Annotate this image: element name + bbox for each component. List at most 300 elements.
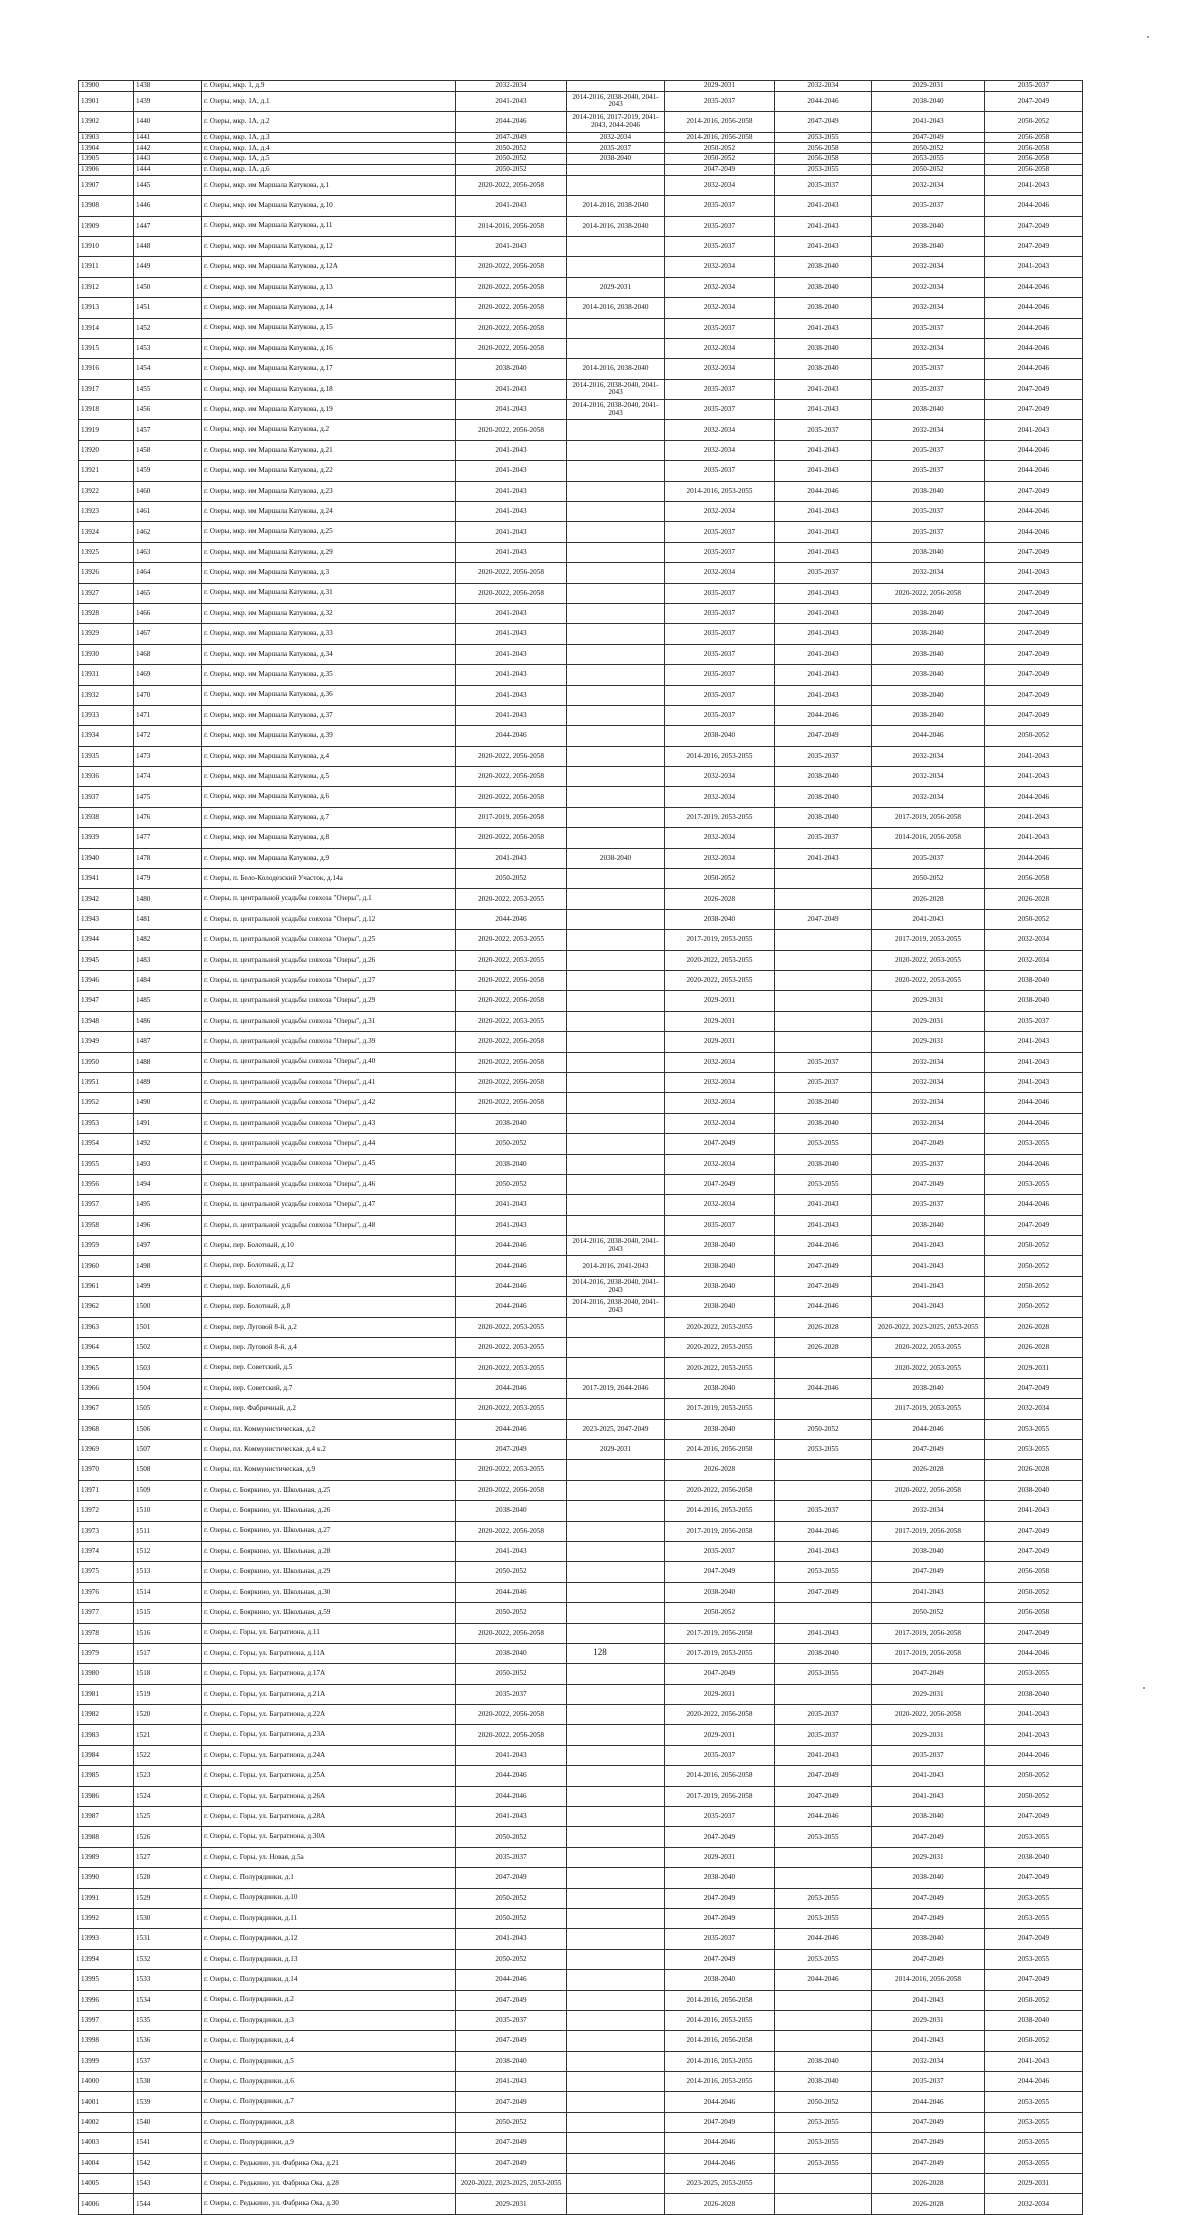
address-cell: г. Озеры, с. Горы, ул. Багратиона, д.24А bbox=[202, 1745, 456, 1765]
period-cell: 2044-2046 bbox=[775, 91, 872, 111]
period-cell: 2035-2037 bbox=[872, 1195, 985, 1215]
period-cell: 2053-2055 bbox=[985, 1827, 1083, 1847]
house-code: 1463 bbox=[134, 542, 202, 562]
period-cell: 2041-2043 bbox=[456, 705, 567, 725]
period-cell: 2038-2040 bbox=[872, 685, 985, 705]
address-cell: г. Озеры, с. Горы, ул. Багратиона, д.21А bbox=[202, 1684, 456, 1704]
table-row bbox=[79, 1766, 1083, 1786]
period-cell: 2029-2031 bbox=[456, 2194, 567, 2214]
period-cell: 2032-2034 bbox=[665, 257, 775, 277]
period-cell: 2020-2022, 2056-2058 bbox=[456, 1032, 567, 1052]
period-cell: 2050-2052 bbox=[872, 1603, 985, 1623]
period-cell: 2017-2019, 2053-2055 bbox=[665, 1643, 775, 1663]
period-cell bbox=[567, 164, 665, 175]
house-code: 1540 bbox=[134, 2112, 202, 2132]
period-cell bbox=[567, 1949, 665, 1969]
period-cell: 2038-2040 bbox=[775, 807, 872, 827]
period-cell bbox=[567, 624, 665, 644]
address-cell: г. Озеры, п. центральной усадьбы совхоза "Озеры", д.42 bbox=[202, 1093, 456, 1113]
house-code: 1475 bbox=[134, 787, 202, 807]
address-cell: г. Озеры, с. Полурядинки, д.9 bbox=[202, 2133, 456, 2153]
period-cell: 2035-2037 bbox=[985, 1011, 1083, 1031]
period-cell: 2050-2052 bbox=[985, 1766, 1083, 1786]
period-cell: 2047-2049 bbox=[665, 1174, 775, 1194]
period-cell: 2014-2016, 2053-2055 bbox=[665, 2072, 775, 2092]
period-cell: 2038-2040 bbox=[665, 1256, 775, 1276]
address-cell: г. Озеры, с. Полурядинки, д.5 bbox=[202, 2051, 456, 2071]
house-code: 1474 bbox=[134, 767, 202, 787]
house-code: 1534 bbox=[134, 1990, 202, 2010]
house-code: 1452 bbox=[134, 318, 202, 338]
period-cell bbox=[567, 1134, 665, 1154]
period-cell: 2020-2022, 2056-2058 bbox=[872, 583, 985, 603]
period-cell: 2053-2055 bbox=[775, 1827, 872, 1847]
period-cell bbox=[567, 1582, 665, 1602]
period-cell: 2041-2043 bbox=[775, 603, 872, 623]
period-cell: 2050-2052 bbox=[456, 1827, 567, 1847]
table-row bbox=[79, 379, 1083, 399]
period-cell: 2017-2019, 2056-2058 bbox=[665, 1623, 775, 1643]
period-cell bbox=[567, 746, 665, 766]
house-code: 1441 bbox=[134, 132, 202, 143]
table-row bbox=[79, 1929, 1083, 1949]
period-cell: 2035-2037 bbox=[775, 828, 872, 848]
house-code: 1484 bbox=[134, 971, 202, 991]
table-row bbox=[79, 1603, 1083, 1623]
period-cell: 2044-2046 bbox=[456, 1419, 567, 1439]
period-cell: 2035-2037 bbox=[665, 665, 775, 685]
period-cell bbox=[567, 971, 665, 991]
period-cell: 2038-2040 bbox=[775, 1093, 872, 1113]
period-cell: 2044-2046 bbox=[456, 1970, 567, 1990]
period-cell: 2032-2034 bbox=[872, 1093, 985, 1113]
house-code: 1542 bbox=[134, 2153, 202, 2173]
period-cell: 2047-2049 bbox=[985, 481, 1083, 501]
period-cell: 2035-2037 bbox=[775, 563, 872, 583]
table-row bbox=[79, 1664, 1083, 1684]
period-cell: 2053-2055 bbox=[985, 1439, 1083, 1459]
period-cell: 2020-2022, 2053-2055 bbox=[456, 1338, 567, 1358]
house-code: 1515 bbox=[134, 1603, 202, 1623]
address-cell: г. Озеры, с. Горы, ул. Багратиона, д.22А bbox=[202, 1705, 456, 1725]
period-cell: 2053-2055 bbox=[775, 1664, 872, 1684]
address-cell: г. Озеры, с. Бояркино, ул. Школьная, д.29 bbox=[202, 1562, 456, 1582]
period-cell: 2035-2037 bbox=[775, 1725, 872, 1745]
period-cell: 2041-2043 bbox=[775, 1195, 872, 1215]
address-cell: г. Озеры, пл. Коммунистическая, д.4 к.2 bbox=[202, 1439, 456, 1459]
address-cell: г. Озеры, с. Полурядинки, д.2 bbox=[202, 1990, 456, 2010]
period-cell bbox=[567, 420, 665, 440]
period-cell: 2029-2031 bbox=[872, 1684, 985, 1704]
period-cell: 2044-2046 bbox=[985, 1745, 1083, 1765]
period-cell: 2020-2022, 2056-2058 bbox=[456, 787, 567, 807]
period-cell bbox=[567, 1093, 665, 1113]
period-cell: 2020-2022, 2053-2055 bbox=[665, 1317, 775, 1337]
table-row bbox=[79, 542, 1083, 562]
address-cell: г. Озеры, с. Редькино, ул. Фабрика Ока, д.30 bbox=[202, 2194, 456, 2214]
period-cell: 2041-2043 bbox=[872, 1990, 985, 2010]
row-number: 13992 bbox=[79, 1908, 134, 1928]
period-cell: 2053-2055 bbox=[985, 2133, 1083, 2153]
house-code: 1483 bbox=[134, 950, 202, 970]
row-number: 13926 bbox=[79, 563, 134, 583]
period-cell: 2044-2046 bbox=[985, 1643, 1083, 1663]
period-cell: 2038-2040 bbox=[665, 1419, 775, 1439]
period-cell: 2017-2019, 2056-2058 bbox=[872, 1623, 985, 1643]
table-row bbox=[79, 971, 1083, 991]
row-number: 13950 bbox=[79, 1052, 134, 1072]
scan-speck bbox=[1143, 1687, 1145, 1689]
house-code: 1535 bbox=[134, 2010, 202, 2030]
row-number: 13961 bbox=[79, 1276, 134, 1296]
table-row bbox=[79, 420, 1083, 440]
table-row bbox=[79, 1032, 1083, 1052]
address-cell: г. Озеры, с. Горы, ул. Новая, д.5а bbox=[202, 1847, 456, 1867]
period-cell: 2041-2043 bbox=[775, 665, 872, 685]
address-cell: г. Озеры, мкр. им Маршала Катукова, д.1 bbox=[202, 175, 456, 195]
period-cell: 2029-2031 bbox=[872, 81, 985, 92]
period-cell: 2038-2040 bbox=[985, 2010, 1083, 2030]
period-cell: 2035-2037 bbox=[456, 2010, 567, 2030]
period-cell bbox=[567, 807, 665, 827]
table-row bbox=[79, 359, 1083, 379]
period-cell bbox=[775, 2174, 872, 2194]
period-cell bbox=[775, 1358, 872, 1378]
address-cell: г. Озеры, мкр. им Маршала Катукова, д.23 bbox=[202, 481, 456, 501]
period-cell: 2020-2022, 2053-2055 bbox=[665, 1358, 775, 1378]
period-cell: 2032-2034 bbox=[665, 1195, 775, 1215]
period-cell: 2020-2022, 2053-2055 bbox=[665, 1338, 775, 1358]
period-cell: 2044-2046 bbox=[456, 1256, 567, 1276]
period-cell: 2041-2043 bbox=[985, 1052, 1083, 1072]
period-cell bbox=[567, 2072, 665, 2092]
period-cell: 2035-2037 bbox=[872, 196, 985, 216]
period-cell: 2050-2052 bbox=[456, 154, 567, 165]
address-cell: г. Озеры, мкр. им Маршала Катукова, д.39 bbox=[202, 726, 456, 746]
period-cell: 2020-2022, 2053-2055 bbox=[456, 1460, 567, 1480]
period-cell: 2020-2022, 2053-2055 bbox=[872, 950, 985, 970]
period-cell: 2020-2022, 2056-2058 bbox=[456, 583, 567, 603]
period-cell: 2032-2034 bbox=[665, 359, 775, 379]
period-cell: 2041-2043 bbox=[775, 379, 872, 399]
period-cell bbox=[775, 1011, 872, 1031]
period-cell: 2053-2055 bbox=[985, 1419, 1083, 1439]
period-cell: 2041-2043 bbox=[775, 624, 872, 644]
address-cell: г. Озеры, мкр. им Маршала Катукова, д.12 bbox=[202, 236, 456, 256]
period-cell: 2020-2022, 2053-2055 bbox=[872, 1358, 985, 1378]
period-cell: 2032-2034 bbox=[872, 563, 985, 583]
period-cell: 2041-2043 bbox=[456, 665, 567, 685]
period-cell: 2050-2052 bbox=[985, 2031, 1083, 2051]
house-code: 1529 bbox=[134, 1888, 202, 1908]
period-cell: 2014-2016, 2056-2058 bbox=[665, 1439, 775, 1459]
period-cell: 2029-2031 bbox=[665, 1684, 775, 1704]
period-cell bbox=[567, 603, 665, 623]
period-cell: 2032-2034 bbox=[567, 132, 665, 143]
house-code: 1442 bbox=[134, 143, 202, 154]
period-cell bbox=[567, 2112, 665, 2132]
row-number: 13939 bbox=[79, 828, 134, 848]
period-cell: 2029-2031 bbox=[665, 991, 775, 1011]
period-cell: 2014-2016, 2056-2058 bbox=[665, 132, 775, 143]
period-cell: 2038-2040 bbox=[985, 1684, 1083, 1704]
period-cell: 2047-2049 bbox=[872, 2133, 985, 2153]
period-cell: 2035-2037 bbox=[872, 2072, 985, 2092]
period-cell: 2053-2055 bbox=[985, 1134, 1083, 1154]
period-cell: 2032-2034 bbox=[665, 175, 775, 195]
table-row bbox=[79, 603, 1083, 623]
period-cell: 2014-2016, 2056-2058 bbox=[665, 1766, 775, 1786]
period-cell: 2035-2037 bbox=[665, 1215, 775, 1235]
period-cell: 2032-2034 bbox=[985, 1399, 1083, 1419]
period-cell: 2032-2034 bbox=[665, 1154, 775, 1174]
period-cell: 2035-2037 bbox=[872, 440, 985, 460]
period-cell: 2032-2034 bbox=[872, 767, 985, 787]
house-code: 1451 bbox=[134, 298, 202, 318]
period-cell: 2044-2046 bbox=[456, 1276, 567, 1296]
period-cell: 2047-2049 bbox=[872, 1439, 985, 1459]
row-number: 13942 bbox=[79, 889, 134, 909]
period-cell: 2053-2055 bbox=[985, 1949, 1083, 1969]
period-cell: 2041-2043 bbox=[456, 400, 567, 420]
address-cell: г. Озеры, с. Полурядинки, д.14 bbox=[202, 1970, 456, 1990]
period-cell: 2041-2043 bbox=[456, 1929, 567, 1949]
table-row bbox=[79, 1949, 1083, 1969]
period-cell: 2017-2019, 2056-2058 bbox=[872, 807, 985, 827]
period-cell: 2044-2046 bbox=[985, 298, 1083, 318]
overhaul-schedule-table bbox=[78, 80, 1083, 2215]
address-cell: г. Озеры, мкр. им Маршала Катукова, д.19 bbox=[202, 400, 456, 420]
period-cell: 2014-2016, 2017-2019, 2041-2043, 2044-2046 bbox=[567, 112, 665, 132]
house-code: 1450 bbox=[134, 277, 202, 297]
period-cell: 2014-2016, 2053-2055 bbox=[665, 481, 775, 501]
period-cell: 2029-2031 bbox=[872, 1032, 985, 1052]
period-cell: 2035-2037 bbox=[775, 1705, 872, 1725]
period-cell: 2038-2040 bbox=[775, 1113, 872, 1133]
period-cell: 2038-2040 bbox=[665, 1582, 775, 1602]
period-cell: 2041-2043 bbox=[456, 542, 567, 562]
table-row bbox=[79, 143, 1083, 154]
period-cell bbox=[567, 644, 665, 664]
period-cell bbox=[567, 1052, 665, 1072]
period-cell: 2029-2031 bbox=[872, 991, 985, 1011]
period-cell: 2047-2049 bbox=[775, 1276, 872, 1296]
period-cell: 2047-2049 bbox=[872, 1664, 985, 1684]
house-code: 1516 bbox=[134, 1623, 202, 1643]
period-cell: 2035-2037 bbox=[665, 1745, 775, 1765]
period-cell bbox=[567, 1338, 665, 1358]
address-cell: г. Озеры, мкр. им Маршала Катукова, д.37 bbox=[202, 705, 456, 725]
period-cell: 2023-2025, 2047-2049 bbox=[567, 1419, 665, 1439]
period-cell: 2044-2046 bbox=[985, 1154, 1083, 1174]
address-cell: г. Озеры, мкр. им Маршала Катукова, д.12А bbox=[202, 257, 456, 277]
period-cell: 2014-2016, 2038-2040, 2041-2043 bbox=[567, 1276, 665, 1296]
period-cell: 2047-2049 bbox=[985, 603, 1083, 623]
address-cell: г. Озеры, п. центральной усадьбы совхоза "Озеры", д.40 bbox=[202, 1052, 456, 1072]
period-cell: 2044-2046 bbox=[456, 112, 567, 132]
address-cell: г. Озеры, мкр. им Маршала Катукова, д.11 bbox=[202, 216, 456, 236]
address-cell: г. Озеры, с. Редькино, ул. Фабрика Ока, д.28 bbox=[202, 2174, 456, 2194]
house-code: 1490 bbox=[134, 1093, 202, 1113]
period-cell bbox=[567, 1684, 665, 1704]
address-cell: г. Озеры, пер. Болотный, д.6 bbox=[202, 1276, 456, 1296]
period-cell: 2041-2043 bbox=[456, 624, 567, 644]
period-cell: 2047-2049 bbox=[775, 909, 872, 929]
period-cell: 2020-2022, 2056-2058 bbox=[665, 1705, 775, 1725]
house-code: 1449 bbox=[134, 257, 202, 277]
table-row bbox=[79, 164, 1083, 175]
row-number: 13956 bbox=[79, 1174, 134, 1194]
period-cell: 2053-2055 bbox=[775, 1562, 872, 1582]
period-cell: 2038-2040 bbox=[775, 1154, 872, 1174]
period-cell: 2017-2019, 2053-2055 bbox=[665, 807, 775, 827]
row-number: 13976 bbox=[79, 1582, 134, 1602]
period-cell: 2047-2049 bbox=[665, 1134, 775, 1154]
house-code: 1438 bbox=[134, 81, 202, 92]
table-row bbox=[79, 563, 1083, 583]
house-code: 1469 bbox=[134, 665, 202, 685]
period-cell: 2032-2034 bbox=[872, 277, 985, 297]
period-cell: 2038-2040 bbox=[872, 1215, 985, 1235]
period-cell: 2038-2040 bbox=[872, 644, 985, 664]
table-row bbox=[79, 1725, 1083, 1745]
period-cell: 2014-2016, 2053-2055 bbox=[665, 2051, 775, 2071]
period-cell: 2020-2022, 2056-2058 bbox=[456, 318, 567, 338]
period-cell: 2032-2034 bbox=[872, 1052, 985, 1072]
period-cell: 2035-2037 bbox=[665, 522, 775, 542]
address-cell: г. Озеры, с. Бояркино, ул. Школьная, д.59 bbox=[202, 1603, 456, 1623]
period-cell: 2041-2043 bbox=[775, 318, 872, 338]
period-cell: 2035-2037 bbox=[775, 1501, 872, 1521]
address-cell: г. Озеры, с. Полурядинки, д.6 bbox=[202, 2072, 456, 2092]
table-row bbox=[79, 1868, 1083, 1888]
period-cell: 2041-2043 bbox=[775, 644, 872, 664]
row-number: 13995 bbox=[79, 1970, 134, 1990]
table-row bbox=[79, 112, 1083, 132]
period-cell: 2035-2037 bbox=[567, 143, 665, 154]
address-cell: г. Озеры, с. Полурядинки, д.11 bbox=[202, 1908, 456, 1928]
period-cell bbox=[775, 991, 872, 1011]
row-number: 13938 bbox=[79, 807, 134, 827]
row-number: 13936 bbox=[79, 767, 134, 787]
period-cell bbox=[567, 1215, 665, 1235]
period-cell: 2056-2058 bbox=[985, 154, 1083, 165]
period-cell: 2041-2043 bbox=[872, 112, 985, 132]
period-cell: 2038-2040 bbox=[665, 1276, 775, 1296]
table-row bbox=[79, 216, 1083, 236]
period-cell bbox=[775, 1480, 872, 1500]
address-cell: г. Озеры, мкр. им Маршала Катукова, д.24 bbox=[202, 502, 456, 522]
period-cell: 2044-2046 bbox=[665, 2153, 775, 2173]
period-cell: 2047-2049 bbox=[985, 644, 1083, 664]
period-cell: 2038-2040 bbox=[456, 1113, 567, 1133]
period-cell: 2032-2034 bbox=[665, 787, 775, 807]
period-cell: 2044-2046 bbox=[456, 1378, 567, 1398]
house-code: 1497 bbox=[134, 1236, 202, 1256]
period-cell bbox=[775, 1603, 872, 1623]
period-cell: 2041-2043 bbox=[456, 2072, 567, 2092]
period-cell: 2047-2049 bbox=[665, 1664, 775, 1684]
period-cell: 2041-2043 bbox=[456, 1541, 567, 1561]
period-cell: 2038-2040 bbox=[872, 624, 985, 644]
address-cell: г. Озеры, с. Полурядинки, д.12 bbox=[202, 1929, 456, 1949]
period-cell bbox=[567, 1154, 665, 1174]
period-cell bbox=[775, 2031, 872, 2051]
row-number: 13907 bbox=[79, 175, 134, 195]
address-cell: г. Озеры, с. Горы, ул. Багратиона, д.30А bbox=[202, 1827, 456, 1847]
period-cell: 2053-2055 bbox=[985, 2153, 1083, 2173]
period-cell: 2041-2043 bbox=[872, 1786, 985, 1806]
address-cell: г. Озеры, мкр. им Маршала Катукова, д.36 bbox=[202, 685, 456, 705]
address-cell: г. Озеры, мкр. им Маршала Катукова, д.34 bbox=[202, 644, 456, 664]
period-cell bbox=[567, 175, 665, 195]
period-cell: 2044-2046 bbox=[775, 1807, 872, 1827]
period-cell: 2053-2055 bbox=[775, 2133, 872, 2153]
row-number: 13986 bbox=[79, 1786, 134, 1806]
address-cell: г. Озеры, мкр. им Маршала Катукова, д.9 bbox=[202, 848, 456, 868]
house-code: 1466 bbox=[134, 603, 202, 623]
house-code: 1447 bbox=[134, 216, 202, 236]
table-row bbox=[79, 2010, 1083, 2030]
house-code: 1518 bbox=[134, 1664, 202, 1684]
period-cell: 2035-2037 bbox=[665, 603, 775, 623]
period-cell: 2038-2040 bbox=[775, 2072, 872, 2092]
period-cell: 2047-2049 bbox=[665, 1949, 775, 1969]
period-cell bbox=[567, 502, 665, 522]
row-number: 13920 bbox=[79, 440, 134, 460]
house-code: 1476 bbox=[134, 807, 202, 827]
period-cell: 2047-2049 bbox=[456, 1439, 567, 1459]
table-row bbox=[79, 1317, 1083, 1337]
table-row bbox=[79, 930, 1083, 950]
period-cell: 2047-2049 bbox=[985, 1623, 1083, 1643]
period-cell: 2047-2049 bbox=[985, 1541, 1083, 1561]
period-cell: 2041-2043 bbox=[775, 1745, 872, 1765]
house-code: 1461 bbox=[134, 502, 202, 522]
period-cell: 2017-2019, 2044-2046 bbox=[567, 1378, 665, 1398]
table-row bbox=[79, 1358, 1083, 1378]
period-cell: 2038-2040 bbox=[872, 603, 985, 623]
period-cell: 2038-2040 bbox=[872, 1541, 985, 1561]
period-cell: 2020-2022, 2056-2058 bbox=[456, 420, 567, 440]
period-cell: 2038-2040 bbox=[567, 154, 665, 165]
period-cell: 2032-2034 bbox=[665, 298, 775, 318]
period-cell: 2050-2052 bbox=[775, 2092, 872, 2112]
table-row bbox=[79, 132, 1083, 143]
row-number: 13915 bbox=[79, 338, 134, 358]
period-cell: 2050-2052 bbox=[456, 1664, 567, 1684]
house-code: 1527 bbox=[134, 1847, 202, 1867]
house-code: 1468 bbox=[134, 644, 202, 664]
period-cell: 2038-2040 bbox=[985, 1847, 1083, 1867]
address-cell: г. Озеры, пер. Советский, д.7 bbox=[202, 1378, 456, 1398]
period-cell bbox=[567, 1807, 665, 1827]
period-cell bbox=[567, 1745, 665, 1765]
period-cell: 2050-2052 bbox=[456, 164, 567, 175]
period-cell bbox=[567, 705, 665, 725]
row-number: 13972 bbox=[79, 1501, 134, 1521]
row-number: 13946 bbox=[79, 971, 134, 991]
period-cell: 2014-2016, 2053-2055 bbox=[665, 746, 775, 766]
period-cell: 2044-2046 bbox=[775, 705, 872, 725]
house-code: 1480 bbox=[134, 889, 202, 909]
table-row bbox=[79, 1419, 1083, 1439]
period-cell: 2044-2046 bbox=[456, 1236, 567, 1256]
row-number: 13909 bbox=[79, 216, 134, 236]
period-cell: 2041-2043 bbox=[872, 909, 985, 929]
period-cell: 2047-2049 bbox=[985, 1970, 1083, 1990]
period-cell: 2047-2049 bbox=[665, 1888, 775, 1908]
